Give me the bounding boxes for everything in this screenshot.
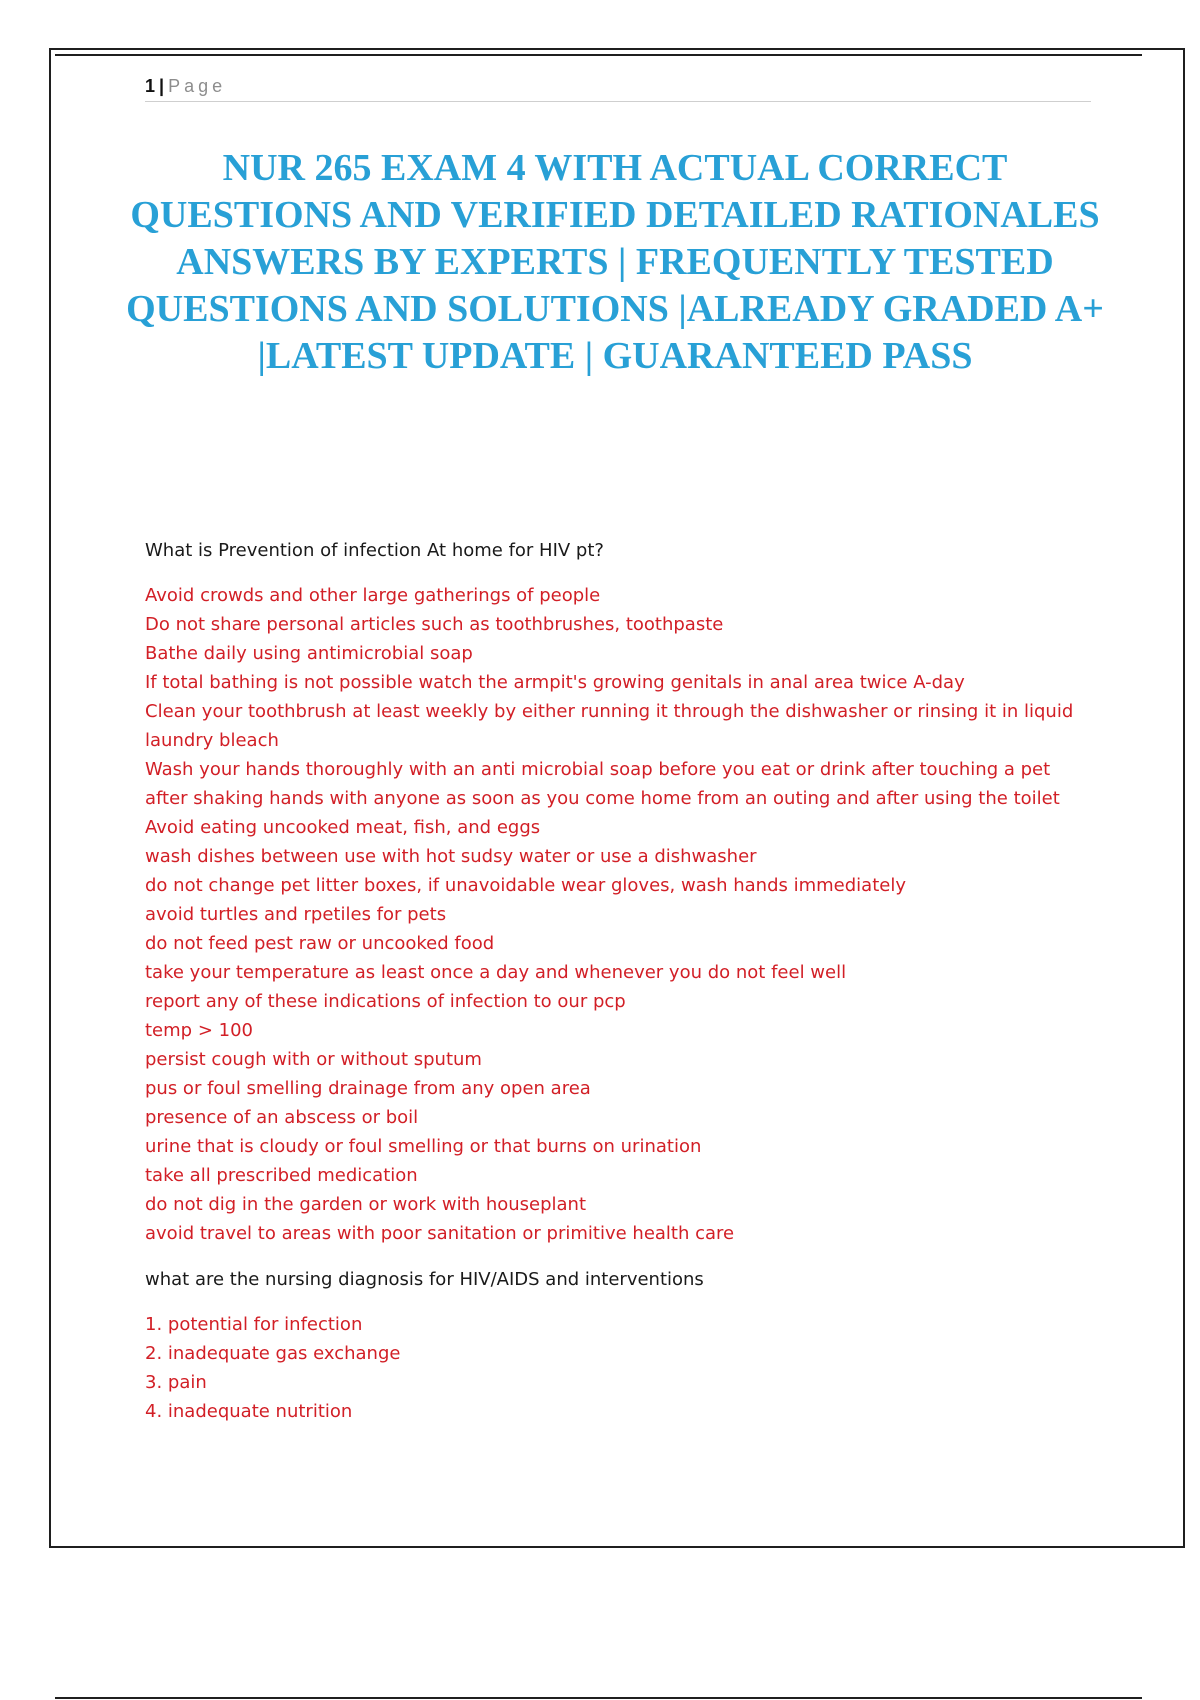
answer-line: after shaking hands with anyone as soon as you come home from an outing and after using the toilet <box>145 788 1060 809</box>
page-label: Page <box>168 76 227 96</box>
answer-line: report any of these indications of infection to our pcp <box>145 991 626 1012</box>
answer-line: Bathe daily using antimicrobial soap <box>145 643 473 664</box>
answer-line: 2. inadequate gas exchange <box>145 1343 401 1364</box>
answer-line: laundry bleach <box>145 730 279 751</box>
answer-line: Wash your hands thoroughly with an anti microbial soap before you eat or drink after touching a pet <box>145 759 1051 780</box>
answer-line: Do not share personal articles such as toothbrushes, toothpaste <box>145 614 724 635</box>
bottom-rule <box>55 1697 1142 1699</box>
answer-line: do not feed pest raw or uncooked food <box>145 933 495 954</box>
answer-line: avoid travel to areas with poor sanitation or primitive health care <box>145 1223 735 1244</box>
answer-line: do not dig in the garden or work with houseplant <box>145 1194 587 1215</box>
answer-list-1 <box>145 581 1105 1248</box>
answer-line: do not change pet litter boxes, if unavoidable wear gloves, wash hands immediately <box>145 875 907 896</box>
answer-line: urine that is cloudy or foul smelling or that burns on urination <box>145 1136 702 1157</box>
answer-line: 3. pain <box>145 1372 207 1393</box>
top-rule <box>55 54 1142 56</box>
answer-line: 1. potential for infection <box>145 1314 363 1335</box>
qa-content <box>145 537 1105 1444</box>
answer-line: take your temperature as least once a day and whenever you do not feel well <box>145 962 847 983</box>
page-separator: | <box>159 76 165 96</box>
answer-line: pus or foul smelling drainage from any open area <box>145 1078 591 1099</box>
answer-line: Clean your toothbrush at least weekly by either running it through the dishwasher or rinsing it in liquid <box>145 701 1074 722</box>
answer-line: If total bathing is not possible watch the armpit's growing genitals in anal area twice A-day <box>145 672 965 693</box>
question-1: What is Prevention of infection At home for HIV pt? <box>145 540 604 561</box>
answer-line: presence of an abscess or boil <box>145 1107 419 1128</box>
document-title: NUR 265 EXAM 4 WITH ACTUAL CORRECT QUESTIONS AND VERIFIED DETAILED RATIONALES ANSWERS BY EXPERTS | FREQUENTLY TESTED QUESTIONS AND SOLUTIONS |ALREADY GRADED A+ |LATEST UPDATE | GUARANTEED PASS <box>126 147 1104 377</box>
page-number: 1 <box>145 76 156 96</box>
answer-line: wash dishes between use with hot sudsy water or use a dishwasher <box>145 846 757 867</box>
answer-line: take all prescribed medication <box>145 1165 418 1186</box>
answer-line: 4. inadequate nutrition <box>145 1401 353 1422</box>
answer-line: persist cough with or without sputum <box>145 1049 482 1070</box>
answer-line: Avoid crowds and other large gatherings of people <box>145 585 601 606</box>
answer-list-2 <box>145 1310 1105 1426</box>
answer-line: avoid turtles and rpetiles for pets <box>145 904 447 925</box>
answer-line: Avoid eating uncooked meat, fish, and eggs <box>145 817 541 838</box>
question-2: what are the nursing diagnosis for HIV/AIDS and interventions <box>145 1269 704 1290</box>
page-header <box>145 74 1091 102</box>
answer-line: temp > 100 <box>145 1020 253 1041</box>
